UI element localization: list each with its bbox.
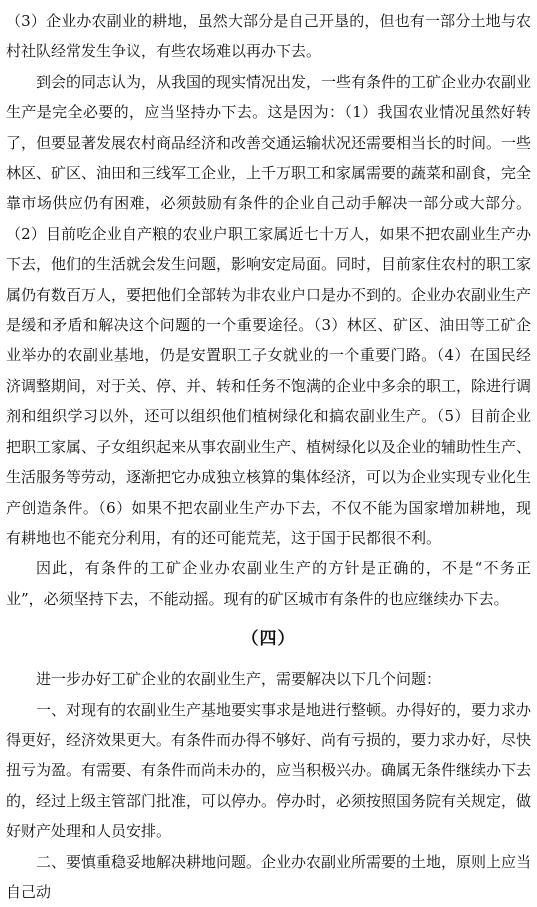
body-text-bottom: [6, 664, 531, 907]
paragraph-point-one: 一、对现有的农副业生产基地要实事求是地进行整顿。办得好的，要力求办得更好，经济效果更大。有条件而办得不够好、尚有亏损的，要力求办好，尽快扭亏为盈。有需要、有条件而尚未办的，应当积极兴办。确属无条件继续办下去的，经过上级主管部门批准，可以停办。停办时，必须按照国务院有关规定，做好财产处理和人员安排。: [6, 700, 532, 841]
body-text-top: [6, 6, 531, 614]
paragraph-reasons: 到会的同志认为，从我国的现实情况出发，一些有条件的工矿企业办农副业生产是完全必要的，应当坚持办下去。这是因为：（1）我国农业情况虽然好转了，但要显著发展农村商品经济和改善交通运输状况还需要相当长的时间。一些林区、矿区、油田和三线军工企业，上千万职工和家属需要的蔬菜和副食，完全靠市场供应仍有困难，必须鼓励有条件的企业自己动手解决一部分或大部分。（2）目前吃企业自产粮的农业户职工家属近七十万人，如果不把农副业生产办下去，他们的生活就会发生问题，影响安定局面。同时，目前家住农村的职工家属仍有数百万人，要把他们全部转为非农业户口是办不到的。企业办农副业生产是缓和矛盾和解决这个问题的一个重要途径。（3）林区、矿区、油田等工矿企业举办的农副业基地，仍是安置职工子女就业的一个重要门路。（4）在国民经济调整期间，对于关、停、并、转和任务不饱满的企业中多余的职工，除进行调剂和组织学习以外，还可以组织他们植树绿化和搞农副业生产。（5）目前企业把职工家属、子女组织起来从事农副业生产、植树绿化以及企业的辅助性生产、生活服务等劳动，逐渐把它办成独立核算的集体经济，可以为企业实现专业化生产创造条件。（6）如果不把农副业生产办下去，不仅不能为国家增加耕地，现有耕地也不能充分利用，有的还可能荒芜，这于国于民都很不利。: [6, 72, 532, 547]
paragraph-conclusion: 因此，有条件的工矿企业办农副业生产的方针是正确的，不是“不务正业”，必须坚持下去，不能动摇。现有的矿区城市有条件的也应继续办下去。: [6, 559, 531, 608]
paragraph-intro: 进一步办好工矿企业的农副业生产，需要解决以下几个问题：: [36, 670, 442, 689]
paragraph-item-3-farmland: （3）企业办农副业的耕地，虽然大部分是自己开垦的，但也有一部分土地与农村社队经常发生争议，有些农场难以再办下去。: [6, 12, 531, 61]
paragraph-point-two: 二、要慎重稳妥地解决耕地问题。企业办农副业所需要的土地，原则上应当自己动: [6, 852, 532, 901]
section-heading-four: （四）: [241, 629, 296, 650]
